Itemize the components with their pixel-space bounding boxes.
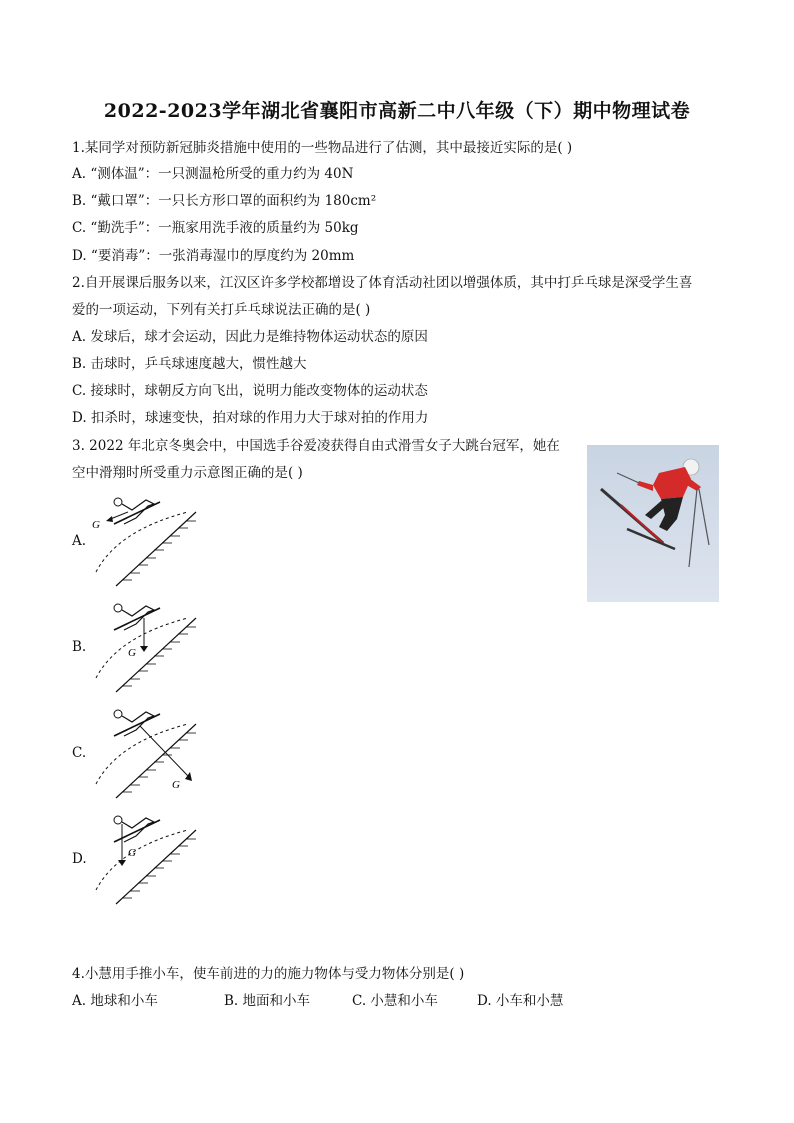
q3-option-a-label: A.: [72, 533, 87, 549]
paper-title: 2022-2023学年湖北省襄阳市高新二中八年级（下）期中物理试卷: [103, 100, 691, 122]
q1-option-d: D. “要消毒”：一张消毒湿巾的厚度约为 20mm: [72, 248, 355, 264]
q2-option-c: C. 接球时，球朝反方向飞出，说明力能改变物体的运动状态: [72, 383, 428, 399]
q2-option-d: D. 扣杀时，球速变快，拍对球的作用力大于球对拍的作用力: [72, 410, 429, 426]
q3-diagram-b-g-label: G: [128, 647, 136, 659]
q4-option-b: B. 地面和小车: [224, 993, 311, 1009]
q4-option-c: C. 小慧和小车: [352, 993, 438, 1009]
q4-stem: 4.小慧用手推小车，使车前进的力的施力物体与受力物体分别是( ): [72, 966, 465, 982]
q3-diagram-a-g-label: G: [92, 519, 100, 531]
q3-option-c-label: C.: [72, 745, 87, 761]
q2-stem-line1: 2.自开展课后服务以来，江汉区许多学校都增设了体育活动社团以增强体质，其中打乒乓球是深受学生喜: [72, 275, 693, 291]
q3-diagram-c-g-label: G: [172, 779, 180, 791]
q4-option-d: D. 小车和小慧: [477, 993, 564, 1009]
q2-option-a: A. 发球后，球才会运动，因此力是维持物体运动状态的原因: [72, 329, 428, 345]
q2-stem-line2: 爱的一项运动，下列有关打乒乓球说法正确的是( ): [72, 302, 371, 318]
q2-option-b: B. 击球时，乒乓球速度越大，惯性越大: [72, 356, 307, 372]
q3-option-d-label: D.: [72, 851, 87, 867]
q1-option-a: A. “测体温”：一只测温枪所受的重力约为 40N: [72, 166, 354, 182]
q4-options-row: [72, 991, 732, 1011]
q3-diagram-d: [88, 808, 208, 908]
q3-option-b-label: B.: [72, 639, 87, 655]
q3-diagram-d-g-label: G: [128, 847, 136, 859]
q3-diagram-a: [88, 490, 208, 590]
q3-diagram-b: [88, 596, 208, 696]
q4-option-a: A. 地球和小车: [72, 993, 158, 1009]
q3-diagram-c: [88, 702, 208, 802]
skier-photo: [587, 445, 719, 602]
q1-stem: 1.某同学对预防新冠肺炎措施中使用的一些物品进行了估测，其中最接近实际的是( ): [72, 140, 573, 156]
q1-option-c: C. “勤洗手”：一瓶家用洗手液的质量约为 50kg: [72, 220, 359, 236]
q3-stem-line1: 3. 2022 年北京冬奥会中，中国选手谷爱凌获得自由式滑雪女子大跳台冠军，她在: [72, 438, 560, 454]
q3-stem-line2: 空中滑翔时所受重力示意图正确的是( ): [72, 465, 303, 481]
q1-option-b: B. “戴口罩”：一只长方形口罩的面积约为 180cm²: [72, 193, 377, 209]
